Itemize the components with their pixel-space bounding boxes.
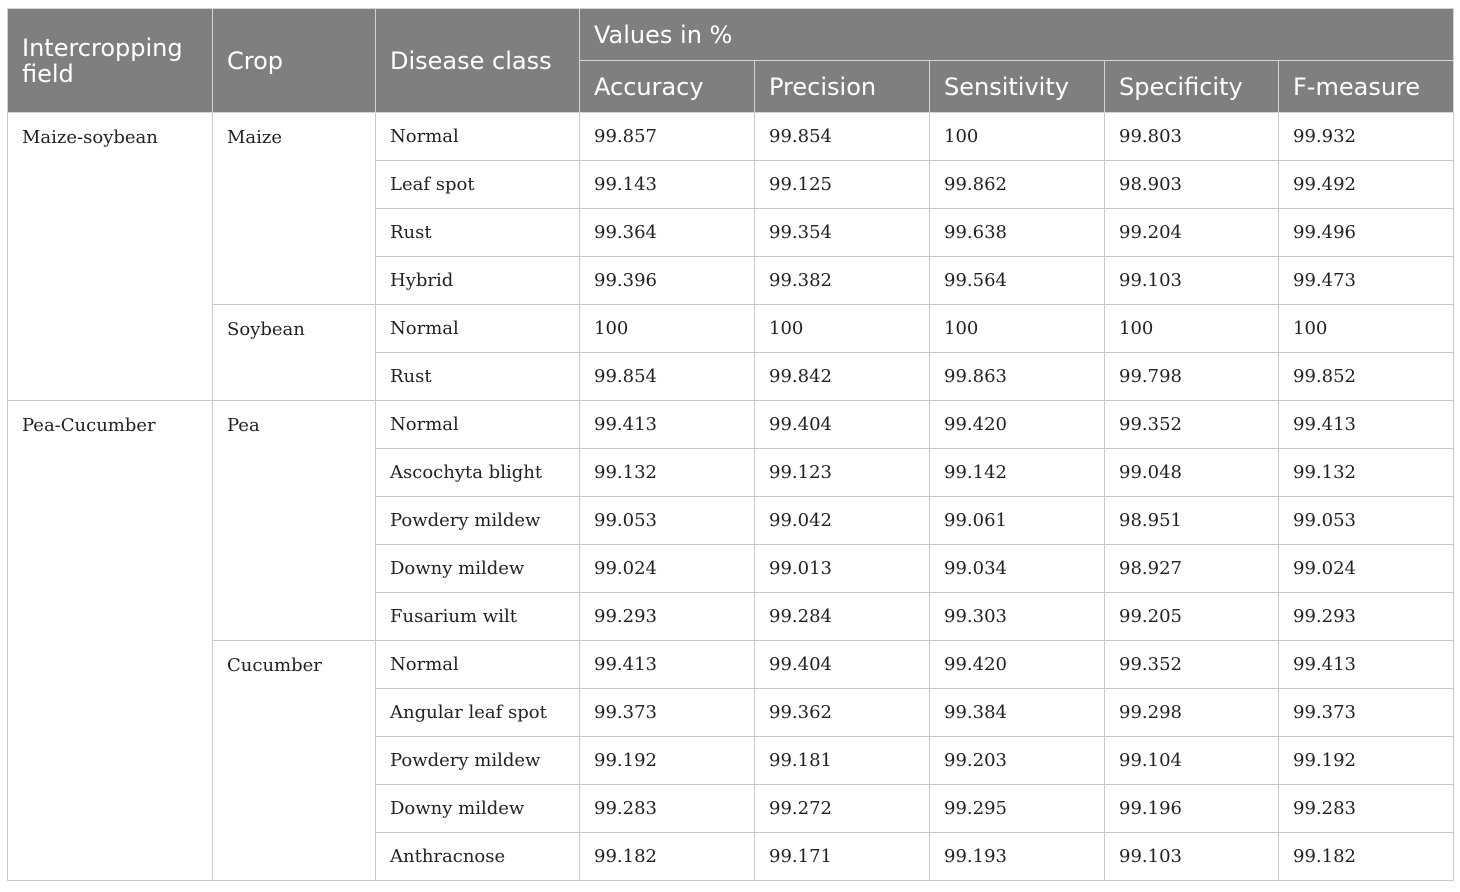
specificity-cell: 99.104: [1105, 737, 1279, 785]
header-crop: Crop: [213, 9, 376, 113]
f-measure-cell: 99.293: [1279, 593, 1454, 641]
header-values-group: Values in %: [580, 9, 1454, 61]
header-accuracy: Accuracy: [580, 61, 755, 113]
table-row: [8, 641, 1454, 689]
precision-cell: 99.842: [755, 353, 930, 401]
sensitivity-cell: 99.638: [930, 209, 1105, 257]
precision-cell: 100: [755, 305, 930, 353]
header-specificity: Specificity: [1105, 61, 1279, 113]
f-measure-cell: 99.283: [1279, 785, 1454, 833]
sensitivity-cell: 99.142: [930, 449, 1105, 497]
accuracy-cell: 99.053: [580, 497, 755, 545]
accuracy-cell: 99.024: [580, 545, 755, 593]
f-measure-cell: 99.373: [1279, 689, 1454, 737]
precision-cell: 99.362: [755, 689, 930, 737]
disease-class-cell: Fusarium wilt: [376, 593, 580, 641]
disease-class-cell: Leaf spot: [376, 161, 580, 209]
disease-class-cell: Powdery mildew: [376, 737, 580, 785]
f-measure-cell: 99.413: [1279, 641, 1454, 689]
accuracy-cell: 99.413: [580, 401, 755, 449]
table-row: [8, 113, 1454, 161]
specificity-cell: 98.927: [1105, 545, 1279, 593]
sensitivity-cell: 99.061: [930, 497, 1105, 545]
f-measure-cell: 99.053: [1279, 497, 1454, 545]
disease-class-cell: Downy mildew: [376, 545, 580, 593]
accuracy-cell: 99.364: [580, 209, 755, 257]
precision-cell: 99.404: [755, 641, 930, 689]
precision-cell: 99.272: [755, 785, 930, 833]
f-measure-cell: 99.024: [1279, 545, 1454, 593]
header-f-measure: F-measure: [1279, 61, 1454, 113]
disease-class-cell: Normal: [376, 305, 580, 353]
f-measure-cell: 99.496: [1279, 209, 1454, 257]
precision-cell: 99.382: [755, 257, 930, 305]
f-measure-cell: 99.852: [1279, 353, 1454, 401]
crop-cell: Pea: [213, 401, 376, 641]
crop-cell: Maize: [213, 113, 376, 305]
intercropping-field-cell: Pea-Cucumber: [8, 401, 213, 881]
accuracy-cell: 99.396: [580, 257, 755, 305]
disease-class-cell: Anthracnose: [376, 833, 580, 881]
crop-cell: Cucumber: [213, 641, 376, 881]
table-body: [8, 113, 1454, 881]
header-intercropping-field: Intercropping field: [8, 9, 213, 113]
table-header: [8, 9, 1454, 113]
disease-class-cell: Normal: [376, 401, 580, 449]
specificity-cell: 99.298: [1105, 689, 1279, 737]
precision-cell: 99.123: [755, 449, 930, 497]
specificity-cell: 98.903: [1105, 161, 1279, 209]
precision-cell: 99.354: [755, 209, 930, 257]
f-measure-cell: 99.932: [1279, 113, 1454, 161]
sensitivity-cell: 99.203: [930, 737, 1105, 785]
header-disease-class: Disease class: [376, 9, 580, 113]
specificity-cell: 99.352: [1105, 641, 1279, 689]
disease-class-cell: Rust: [376, 353, 580, 401]
accuracy-cell: 99.854: [580, 353, 755, 401]
accuracy-cell: 99.413: [580, 641, 755, 689]
f-measure-cell: 99.473: [1279, 257, 1454, 305]
precision-cell: 99.013: [755, 545, 930, 593]
disease-class-cell: Ascochyta blight: [376, 449, 580, 497]
precision-cell: 99.042: [755, 497, 930, 545]
accuracy-cell: 99.857: [580, 113, 755, 161]
specificity-cell: 99.196: [1105, 785, 1279, 833]
sensitivity-cell: 99.295: [930, 785, 1105, 833]
header-sensitivity: Sensitivity: [930, 61, 1105, 113]
specificity-cell: 99.798: [1105, 353, 1279, 401]
accuracy-cell: 100: [580, 305, 755, 353]
sensitivity-cell: 99.420: [930, 641, 1105, 689]
precision-cell: 99.171: [755, 833, 930, 881]
disease-class-cell: Angular leaf spot: [376, 689, 580, 737]
f-measure-cell: 100: [1279, 305, 1454, 353]
accuracy-cell: 99.132: [580, 449, 755, 497]
sensitivity-cell: 100: [930, 113, 1105, 161]
disease-class-cell: Powdery mildew: [376, 497, 580, 545]
accuracy-cell: 99.373: [580, 689, 755, 737]
accuracy-cell: 99.143: [580, 161, 755, 209]
specificity-cell: 100: [1105, 305, 1279, 353]
precision-cell: 99.404: [755, 401, 930, 449]
intercropping-field-cell: Maize-soybean: [8, 113, 213, 401]
table-row: [8, 401, 1454, 449]
specificity-cell: 99.103: [1105, 257, 1279, 305]
precision-cell: 99.854: [755, 113, 930, 161]
sensitivity-cell: 99.420: [930, 401, 1105, 449]
header-precision: Precision: [755, 61, 930, 113]
f-measure-cell: 99.413: [1279, 401, 1454, 449]
sensitivity-cell: 100: [930, 305, 1105, 353]
specificity-cell: 99.205: [1105, 593, 1279, 641]
f-measure-cell: 99.492: [1279, 161, 1454, 209]
specificity-cell: 99.048: [1105, 449, 1279, 497]
crop-cell: Soybean: [213, 305, 376, 401]
sensitivity-cell: 99.564: [930, 257, 1105, 305]
precision-cell: 99.181: [755, 737, 930, 785]
accuracy-cell: 99.192: [580, 737, 755, 785]
sensitivity-cell: 99.862: [930, 161, 1105, 209]
header-row-top: [8, 9, 1454, 61]
specificity-cell: 99.352: [1105, 401, 1279, 449]
sensitivity-cell: 99.384: [930, 689, 1105, 737]
disease-class-cell: Normal: [376, 641, 580, 689]
accuracy-cell: 99.283: [580, 785, 755, 833]
f-measure-cell: 99.182: [1279, 833, 1454, 881]
specificity-cell: 98.951: [1105, 497, 1279, 545]
precision-cell: 99.125: [755, 161, 930, 209]
f-measure-cell: 99.132: [1279, 449, 1454, 497]
specificity-cell: 99.803: [1105, 113, 1279, 161]
sensitivity-cell: 99.193: [930, 833, 1105, 881]
table-row: [8, 305, 1454, 353]
sensitivity-cell: 99.303: [930, 593, 1105, 641]
disease-class-cell: Rust: [376, 209, 580, 257]
disease-class-cell: Normal: [376, 113, 580, 161]
specificity-cell: 99.103: [1105, 833, 1279, 881]
sensitivity-cell: 99.034: [930, 545, 1105, 593]
specificity-cell: 99.204: [1105, 209, 1279, 257]
sensitivity-cell: 99.863: [930, 353, 1105, 401]
f-measure-cell: 99.192: [1279, 737, 1454, 785]
results-table: [7, 8, 1454, 881]
accuracy-cell: 99.293: [580, 593, 755, 641]
disease-class-cell: Downy mildew: [376, 785, 580, 833]
disease-class-cell: Hybrid: [376, 257, 580, 305]
precision-cell: 99.284: [755, 593, 930, 641]
accuracy-cell: 99.182: [580, 833, 755, 881]
